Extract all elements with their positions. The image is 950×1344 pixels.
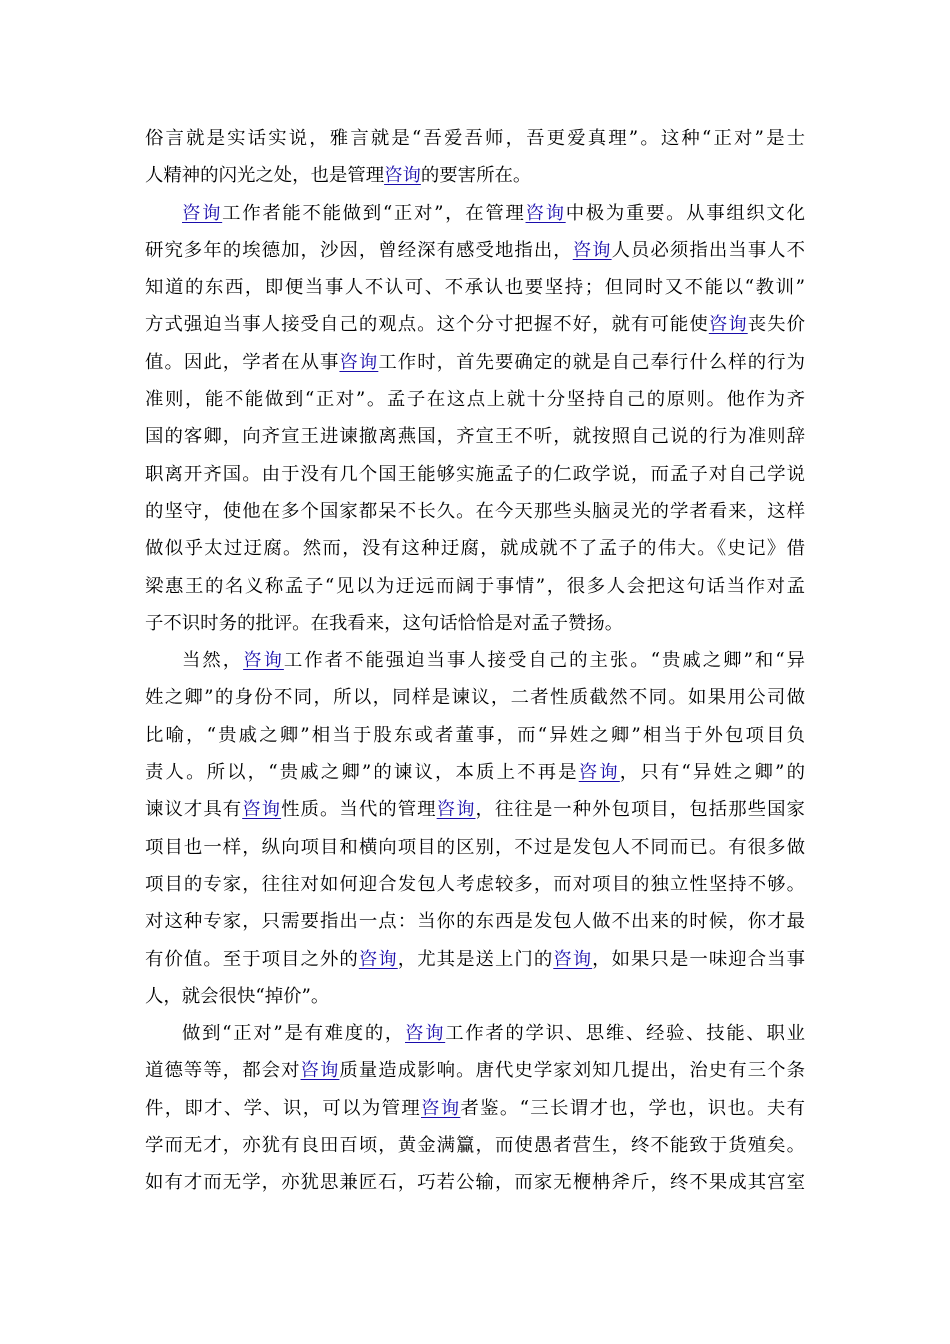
text-line <box>145 1164 805 1201</box>
paragraph-first-line <box>145 1015 805 1052</box>
text-segment: 件，即才、学、识，可以为管理 <box>145 1097 421 1119</box>
text-segment: 准则，能不能做到“正对”。孟子在这点上就十分坚持自己的原则。他作为齐 <box>145 389 805 411</box>
text-segment: 项目也一样，纵向项目和横向项目的区别，不过是发包人不同而已。有很多做 <box>145 836 805 858</box>
text-line <box>145 1090 805 1127</box>
text-segment: 知道的东西，即便当事人不认可、不承认也要坚持；但同时又不能以“教训” <box>145 277 805 299</box>
text-segment: ，尤其是送上门的 <box>397 948 554 970</box>
text-segment: 项目的专家，往往对如何迎合发包人考虑较多，而对项目的独立性坚持不够。 <box>145 873 805 895</box>
zixun-keyword-link[interactable]: 咨询 <box>572 239 612 261</box>
zixun-keyword-link[interactable]: 咨询 <box>358 948 398 970</box>
text-line <box>145 1127 805 1164</box>
paragraph-first-line <box>145 195 805 232</box>
text-segment: 做似乎太过迂腐。然而，没有这种迂腐，就成就不了孟子的伟大。《史记》借 <box>145 538 805 560</box>
text-segment: 中极为重要。从事组织文化 <box>565 202 805 224</box>
text-segment: 道德等等，都会对 <box>145 1060 301 1082</box>
text-line <box>145 829 805 866</box>
text-segment: 方式强迫当事人接受自己的观点。这个分寸把握不好，就有可能使 <box>145 314 709 336</box>
text-segment: 如有才而无学，亦犹思兼匠石，巧若公输，而家无楩柟斧斤，终不果成其宫室 <box>145 1172 805 1194</box>
text-segment: 工作者能不能做到“正对”，在管理 <box>222 202 526 224</box>
text-segment: 责人。所以，“贵戚之卿”的谏议，本质上不再是 <box>145 762 579 784</box>
text-segment: 研究多年的埃德加，沙因，曾经深有感受地指出， <box>145 239 573 261</box>
text-segment: 国的客卿，向齐宣王进谏撤离燕国，齐宣王不听，就按照自己说的行为准则辞 <box>145 426 805 448</box>
text-segment: ，往往是一种外包项目，包括那些国家 <box>475 799 805 821</box>
text-line <box>145 679 805 716</box>
text-line <box>145 456 805 493</box>
text-line <box>145 344 805 381</box>
text-segment: 梁惠王的名义称孟子“见以为迂远而阔于事情”，很多人会把这句话当作对孟 <box>145 575 805 597</box>
text-line <box>145 605 805 642</box>
text-line <box>145 120 805 157</box>
paragraph-first-line <box>145 642 805 679</box>
zixun-keyword-link[interactable]: 咨询 <box>300 1060 340 1082</box>
text-segment: 比喻，“贵戚之卿”相当于股东或者董事，而“异姓之卿”相当于外包项目负 <box>145 724 805 746</box>
text-segment: 对这种专家，只需要指出一点：当你的东西是发包人做不出来的时候，你才最 <box>145 911 805 933</box>
text-line <box>145 866 805 903</box>
text-line <box>145 754 805 791</box>
text-segment: 的要害所在。 <box>420 165 532 187</box>
text-segment: 者鉴。“三长谓才也，学也，识也。夫有 <box>460 1097 805 1119</box>
zixun-keyword-link[interactable]: 咨询 <box>384 165 421 187</box>
text-line <box>145 903 805 940</box>
text-line <box>145 941 805 978</box>
text-segment: 丧失价 <box>747 314 805 336</box>
zixun-keyword-link[interactable]: 咨询 <box>242 799 282 821</box>
text-segment: 质量造成影响。唐代史学家刘知几提出，治史有三个条 <box>339 1060 805 1082</box>
text-segment: 子不识时务的批评。在我看来，这句话恰恰是对孟子赞扬。 <box>145 612 624 634</box>
zixun-keyword-link[interactable]: 咨询 <box>339 351 379 373</box>
text-line <box>145 717 805 754</box>
zixun-keyword-link[interactable]: 咨询 <box>243 650 284 672</box>
text-line <box>145 306 805 343</box>
text-line <box>145 530 805 567</box>
text-segment: 当然， <box>182 650 244 672</box>
zixun-keyword-link[interactable]: 咨询 <box>182 202 223 224</box>
text-segment: 人员必须指出当事人不 <box>611 239 805 261</box>
text-line <box>145 978 805 1015</box>
text-segment: 的坚守，使他在多个国家都呆不长久。在今天那些头脑灵光的学者看来，这样 <box>145 500 805 522</box>
text-segment: 性质。当代的管理 <box>281 799 437 821</box>
text-line <box>145 493 805 530</box>
text-segment: 人，就会很快“掉价”。 <box>145 985 330 1007</box>
text-segment: 人精神的闪光之处，也是管理 <box>145 165 385 187</box>
zixun-keyword-link[interactable]: 咨询 <box>578 762 620 784</box>
text-segment: 学而无才，亦犹有良田百顷，黄金满籯，而使愚者营生，终不能致于货殖矣。 <box>145 1135 805 1157</box>
text-line <box>145 381 805 418</box>
text-segment: 姓之卿”的身份不同，所以，同样是谏议，二者性质截然不同。如果用公司做 <box>145 687 805 709</box>
text-segment: ，如果只是一味迎合当事 <box>592 948 805 970</box>
zixun-keyword-link[interactable]: 咨询 <box>525 202 566 224</box>
text-segment: ，只有“异姓之卿”的 <box>619 762 805 784</box>
text-segment: 做到“正对”是有难度的， <box>182 1023 406 1045</box>
text-segment: 谏议才具有 <box>145 799 243 821</box>
text-line <box>145 791 805 828</box>
text-line <box>145 1052 805 1089</box>
article-body <box>145 120 805 1202</box>
zixun-keyword-link[interactable]: 咨询 <box>708 314 748 336</box>
text-line <box>145 232 805 269</box>
zixun-keyword-link[interactable]: 咨询 <box>421 1097 461 1119</box>
text-segment: 工作者不能强迫当事人接受自己的主张。“贵戚之卿”和“异 <box>283 650 805 672</box>
text-segment: 有价值。至于项目之外的 <box>145 948 359 970</box>
zixun-keyword-link[interactable]: 咨询 <box>436 799 476 821</box>
zixun-keyword-link[interactable]: 咨询 <box>553 948 593 970</box>
text-line <box>145 418 805 455</box>
zixun-keyword-link[interactable]: 咨询 <box>405 1023 446 1045</box>
text-line <box>145 157 805 194</box>
text-segment: 工作时，首先要确定的就是自己奉行什么样的行为 <box>378 351 805 373</box>
text-line <box>145 269 805 306</box>
text-segment: 工作者的学识、思维、经验、技能、职业 <box>445 1023 805 1045</box>
text-segment: 俗言就是实话实说，雅言就是“吾爱吾师，吾更爱真理”。这种“正对”是士 <box>145 128 805 149</box>
text-segment: 值。因此，学者在从事 <box>145 351 340 373</box>
text-segment: 职离开齐国。由于没有几个国王能够实施孟子的仁政学说，而孟子对自己学说 <box>145 463 805 485</box>
text-line <box>145 568 805 605</box>
